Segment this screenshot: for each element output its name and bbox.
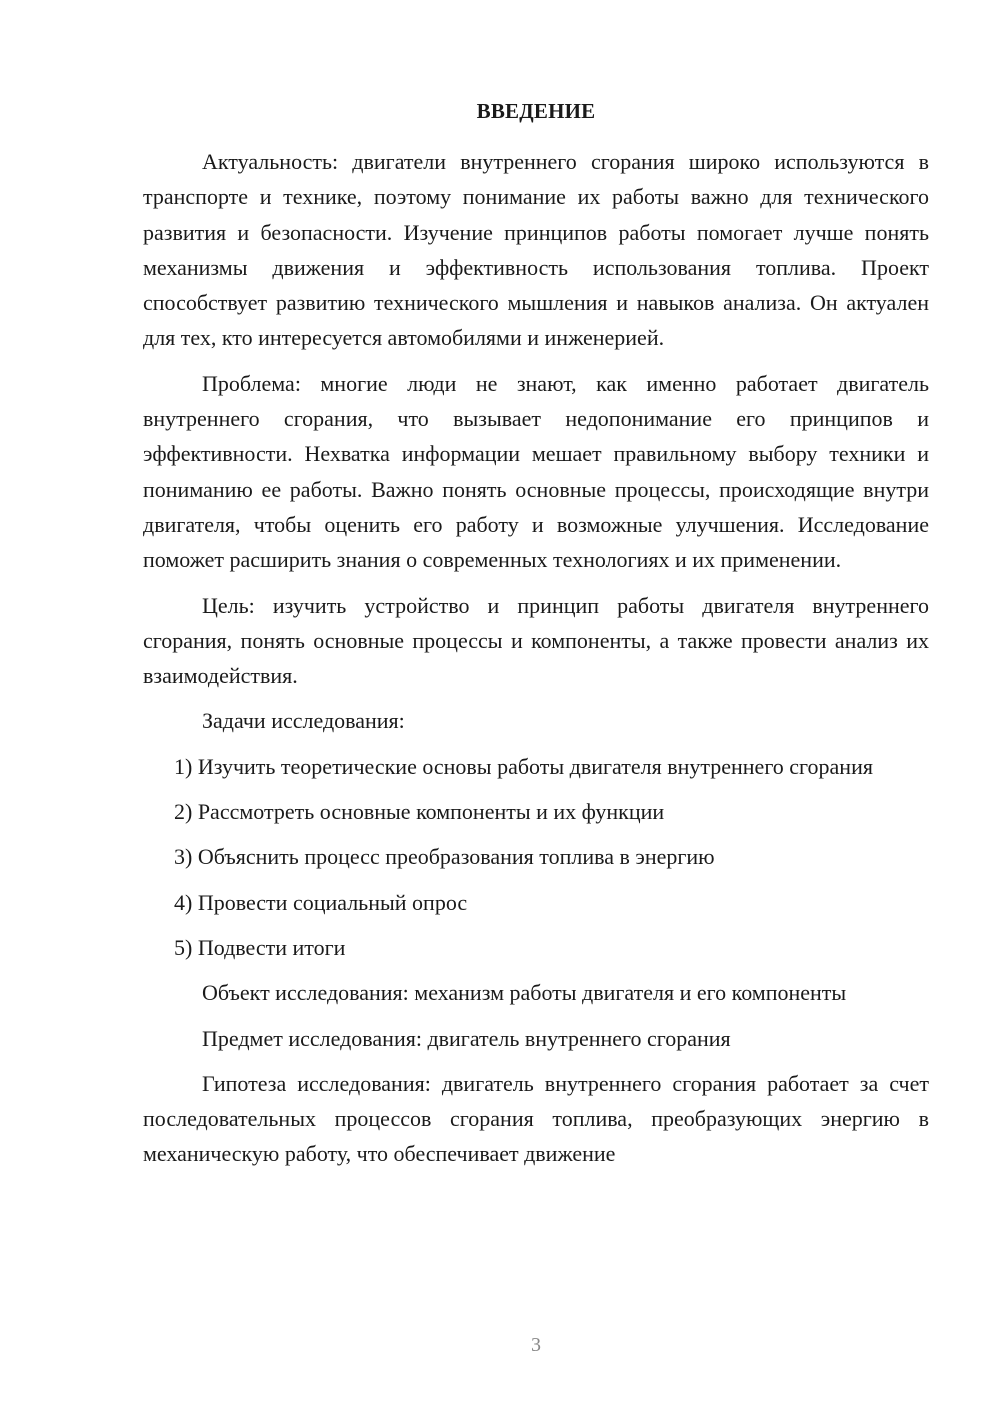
paragraph-hypothesis: Гипотеза исследования: двигатель внутреннего сгорания работает за счет последовательных процессов сгорания топлива, преобразующих энергию в механическую работу, что обеспечивает движение — [143, 1070, 929, 1167]
document-title: ВВЕДЕНИЕ — [476, 99, 596, 123]
task-item-2: 2) Рассмотреть основные компоненты и их функции — [174, 799, 665, 825]
paragraph-relevance: Актуальность: двигатели внутреннего сгорания широко используются в транспорте и технике, поэтому понимание их работы важно для технического развития и безопасности. Изучение принципов работы помогает лучше понять механизмы движения и эффективность использования топлива. Проект способствует развитию технического мышления и навыков анализа. Он актуален для тех, кто интересуется автомобилями и инженерией. — [143, 149, 929, 351]
paragraph-problem: Проблема: многие люди не знают, как именно работает двигатель внутреннего сгорания, что вызывает недопонимание его принципов и эффективности. Нехватка информации мешает правильному выбору техники и пониманию ее работы. Важно понять основные процессы, происходящие внутри двигателя, чтобы оценить его работу и возможные улучшения. Исследование поможет расширить знания о современных технологиях и их применении. — [143, 370, 929, 573]
task-item-1: 1) Изучить теоретические основы работы двигателя внутреннего сгорания — [174, 753, 873, 779]
document-body — [143, 144, 929, 1182]
paragraph-goal: Цель: изучить устройство и принцип работы двигателя внутреннего сгорания, понять основные процессы и компоненты, а также провести анализ их взаимодействия. — [143, 592, 929, 689]
task-item-5: 5) Подвести итоги — [174, 934, 346, 960]
task-item-4: 4) Провести социальный опрос — [174, 889, 468, 915]
paragraph-subject: Предмет исследования: двигатель внутреннего сгорания — [202, 1025, 731, 1051]
paragraph-object: Объект исследования: механизм работы двигателя и его компоненты — [202, 980, 847, 1006]
paragraph-tasks-heading: Задачи исследования: — [202, 708, 405, 734]
task-item-3: 3) Объяснить процесс преобразования топлива в энергию — [174, 844, 715, 870]
page-number: 3 — [531, 1334, 541, 1356]
